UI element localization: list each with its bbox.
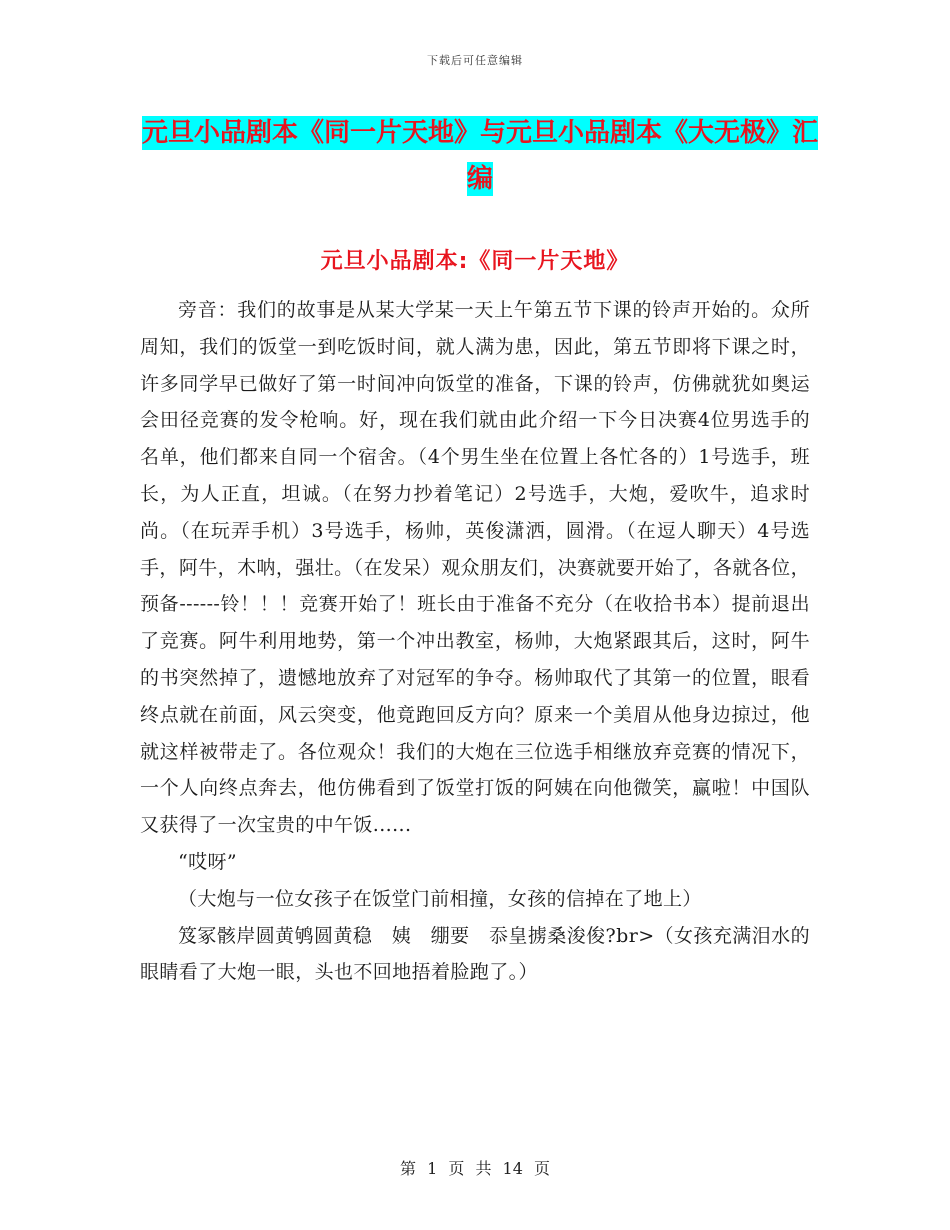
page-footer: 第 1 页 共 14 页 <box>400 1159 550 1178</box>
section-title: 元旦小品剧本:《同一片天地》 <box>320 249 630 274</box>
document-title-text: 元旦小品剧本《同一片天地》与元旦小品剧本《大无极》汇编 <box>141 118 818 194</box>
paragraph-garbled-dialogue: 笈冢骸岸圆黄鸲圆黄稳 姨 绷要 忝皇掳桑浚俊?br>（女孩充满泪水的眼睛看了大炮一眼，头也不回地捂着脸跑了。） <box>140 924 810 984</box>
paragraph-narration: 旁音：我们的故事是从某大学某一天上午第五节下课的铃声开始的。众所周知，我们的饭堂一到吃饭时间，就人满为患，因此，第五节即将下课之时，许多同学早已做好了第一时间冲向饭堂的准备，下课的铃声，仿佛就犹如奥运会田径竞赛的发令枪响。好，现在我们就由此介绍一下今日决赛4位男选手的名单，他们都来自同一个宿舍。（4个男生坐在位置上各忙各的）1号选手，班长，为人正直，坦诚。（在努力抄着笔记）2号选手，大炮，爱吹牛，追求时尚。（在玩弄手机）3号选手，杨帅，英俊潇洒，圆滑。（在逗人聊天）4号选手，阿牛，木呐，强壮。（在发呆）观众朋友们，决赛就要开始了，各就各位，预备------铃！！！竞赛开始了！班长由于准备不充分（在收拾书本）提前退出了竞赛。阿牛利用地势，第一个冲出教室，杨帅，大炮紧跟其后，这时，阿牛的书突然掉了，遗憾地放弃了对冠军的争夺。杨帅取代了其第一的位置，眼看终点就在前面，风云突变，他竟跑回反方向？原来一个美眉从他身边掠过，他就这样被带走了。各位观众！我们的大炮在三位选手相继放弃竞赛的情况下，一个人向终点奔去，他仿佛看到了饭堂打饭的阿姨在向他微笑，赢啦！中国队又获得了一次宝贵的中午饭...... <box>140 299 810 837</box>
body-text <box>140 292 810 991</box>
paragraph-stage-direction: （大炮与一位女孩子在饭堂门前相撞，女孩的信掉在了地上） <box>178 887 702 910</box>
page-header-note: 下载后可任意编辑 <box>427 54 523 67</box>
document-title <box>140 110 820 202</box>
paragraph-exclamation: “哎呀” <box>178 850 238 873</box>
